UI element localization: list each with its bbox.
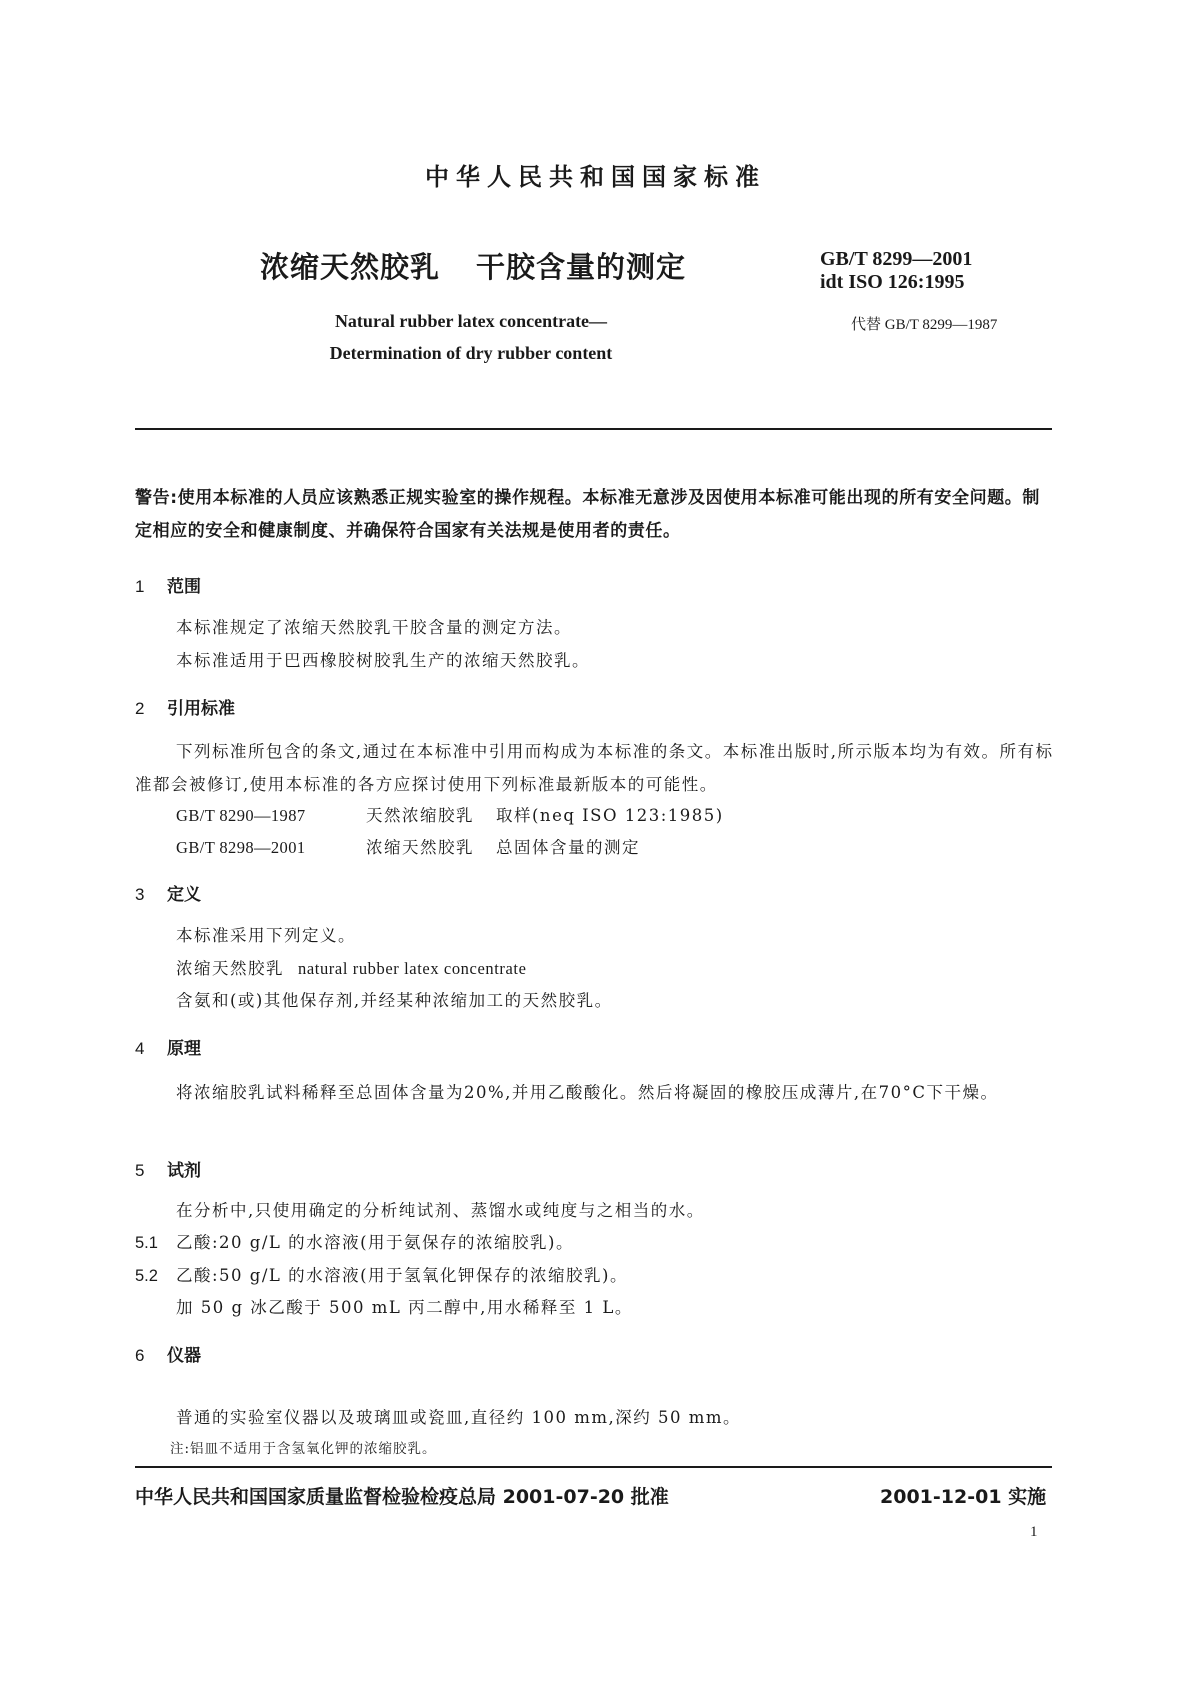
section-heading-scope — [135, 572, 201, 597]
issued-by: 中华人民共和国国家质量监督检验检疫总局 2001-07-20 批准 — [135, 1486, 669, 1508]
section-title: 引用标准 — [167, 699, 235, 719]
section-number: 3 — [135, 885, 145, 904]
reference-code: GB/T 8298—2001 — [176, 838, 306, 857]
document-title-chinese — [260, 245, 686, 286]
section-heading-principle — [135, 1034, 201, 1059]
reference-title-b: 总固体含量的测定 — [496, 838, 640, 857]
section-heading-definitions — [135, 880, 201, 905]
principle-paragraph: 将浓缩胶乳试料稀释至总固体含量为20%,并用乙酸酸化。然后将凝固的橡胶压成薄片,在70°C下干燥。 — [176, 1083, 999, 1102]
english-title-line-1: Natural rubber latex concentrate— — [334, 311, 608, 331]
definition-term — [176, 955, 527, 979]
section-number: 1 — [135, 577, 145, 596]
title-part-1: 浓缩天然胶乳 — [260, 250, 441, 284]
scope-paragraph-1: 本标准规定了浓缩天然胶乳干胶含量的测定方法。 — [176, 618, 572, 637]
section-heading-reagents — [135, 1156, 201, 1181]
scope-paragraph-2: 本标准适用于巴西橡胶树胶乳生产的浓缩天然胶乳。 — [176, 651, 590, 670]
reagent-text: 乙酸:50 g/L 的水溶液(用于氢氧化钾保存的浓缩胶乳)。 — [176, 1266, 628, 1285]
header-divider — [135, 428, 1052, 430]
english-title-line-2: Determination of dry rubber content — [329, 343, 613, 363]
effective-date: 2001-12-01 实施 — [880, 1486, 1047, 1508]
reagent-text: 乙酸:20 g/L 的水溶液(用于氨保存的浓缩胶乳)。 — [176, 1233, 574, 1252]
reagent-number: 5.2 — [135, 1267, 158, 1285]
reagent-preparation: 加 50 g 冰乙酸于 500 mL 丙二醇中,用水稀释至 1 L。 — [176, 1298, 633, 1317]
reagent-item — [135, 1229, 574, 1253]
page-number: 1 — [1030, 1524, 1038, 1540]
footer-divider — [135, 1466, 1052, 1468]
definitions-intro: 本标准采用下列定义。 — [176, 926, 356, 945]
reference-item — [176, 834, 640, 858]
term-english: natural rubber latex concentrate — [298, 959, 527, 978]
reagent-item — [135, 1262, 628, 1286]
reference-title-b: 取样(neq ISO 123:1985) — [496, 806, 724, 825]
title-part-2: 干胶含量的测定 — [476, 250, 687, 284]
section-title: 试剂 — [167, 1161, 201, 1181]
section-heading-apparatus — [135, 1341, 201, 1366]
section-title: 定义 — [167, 885, 201, 905]
apparatus-paragraph: 普通的实验室仪器以及玻璃皿或瓷皿,直径约 100 mm,深约 50 mm。 — [176, 1408, 742, 1427]
section-title: 范围 — [167, 577, 201, 597]
standard-idt: idt ISO 126:1995 — [820, 271, 965, 293]
definition-text: 含氨和(或)其他保存剂,并经某种浓缩加工的天然胶乳。 — [176, 991, 613, 1010]
standard-code: GB/T 8299—2001 — [820, 248, 973, 270]
warning-paragraph: 警告:使用本标准的人员应该熟悉正规实验室的操作规程。本标准无意涉及因使用本标准可能出现的所有安全问题。制定相应的安全和健康制度、并确保符合国家有关法规是使用者的责任。 — [135, 488, 1040, 541]
section-title: 仪器 — [167, 1346, 201, 1366]
term-chinese: 浓缩天然胶乳 — [176, 959, 284, 978]
reference-code: GB/T 8290—1987 — [176, 806, 306, 825]
references-paragraph: 下列标准所包含的条文,通过在本标准中引用而构成为本标准的条文。本标准出版时,所示版本均为有效。所有标准都会被修订,使用本标准的各方应探讨使用下列标准最新版本的可能性。 — [135, 742, 1054, 794]
section-number: 5 — [135, 1161, 145, 1180]
section-number: 4 — [135, 1039, 145, 1058]
section-number: 2 — [135, 699, 145, 718]
reference-title-a: 浓缩天然胶乳 — [366, 838, 474, 857]
reagents-intro: 在分析中,只使用确定的分析纯试剂、蒸馏水或纯度与之相当的水。 — [176, 1201, 705, 1220]
reagent-number: 5.1 — [135, 1234, 158, 1252]
section-number: 6 — [135, 1346, 145, 1365]
reference-title-a: 天然浓缩胶乳 — [366, 806, 474, 825]
reference-item — [176, 802, 724, 826]
apparatus-note: 注:铝皿不适用于含氢氧化钾的浓缩胶乳。 — [170, 1441, 437, 1457]
section-heading-normative-references — [135, 694, 235, 719]
national-standard-heading: 中华人民共和国国家标准 — [425, 163, 766, 191]
replaces-standard: 代替 GB/T 8299—1987 — [851, 317, 998, 333]
section-title: 原理 — [167, 1039, 201, 1059]
